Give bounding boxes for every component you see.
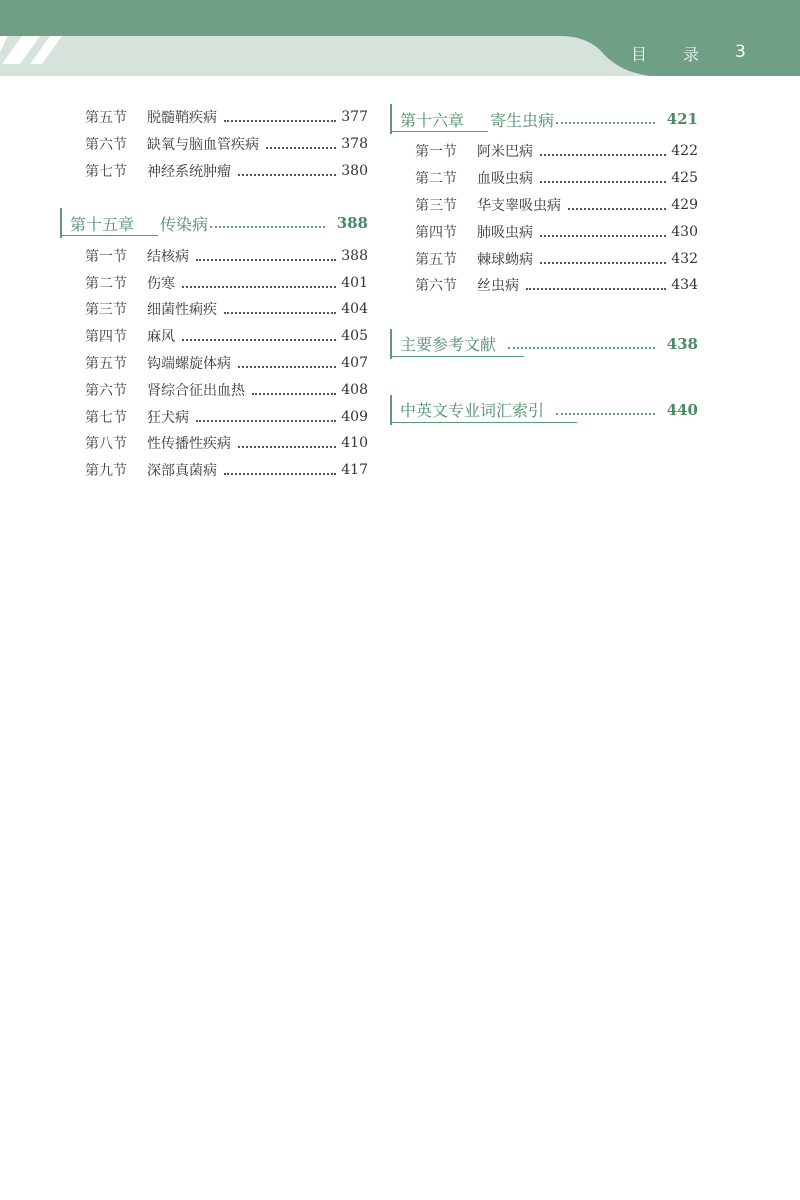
header-page-number: 3 — [735, 42, 746, 62]
leader-dots — [238, 446, 336, 448]
toc-entry[interactable] — [60, 296, 368, 323]
chapter-15-heading[interactable] — [60, 208, 368, 238]
heading-underline — [392, 356, 524, 357]
section-page: 378 — [341, 136, 368, 153]
leader-dots — [266, 147, 336, 149]
section-title: 棘球蚴病 — [477, 251, 533, 268]
chapter-page: 388 — [336, 214, 368, 233]
section-title: 缺氧与脑血管疾病 — [147, 137, 259, 154]
toc-entry[interactable] — [60, 104, 368, 131]
leader-dots — [252, 393, 336, 395]
section-title: 结核病 — [147, 248, 189, 265]
leader-dots — [182, 286, 336, 288]
section-number: 第一节 — [85, 248, 127, 265]
leader-dots — [540, 181, 666, 183]
leader-dots — [224, 473, 336, 475]
section-number: 第五节 — [415, 251, 457, 268]
toc-entry[interactable] — [60, 403, 368, 430]
leader-dots — [556, 413, 655, 415]
leader-dots — [540, 262, 666, 264]
section-page: 388 — [341, 247, 368, 264]
toc-entry[interactable] — [60, 158, 368, 185]
chapter-page: 421 — [666, 110, 698, 128]
section-number: 第四节 — [85, 329, 127, 346]
header-band-graphic — [0, 0, 800, 80]
page-header — [0, 0, 800, 80]
leader-dots — [238, 174, 336, 176]
references-heading[interactable] — [390, 329, 698, 359]
section-title: 细菌性痢疾 — [147, 302, 217, 319]
leader-dots — [210, 226, 325, 228]
section-title: 性传播性疾病 — [147, 436, 231, 453]
section-page: 407 — [341, 354, 368, 371]
chapter-number: 第十五章 — [70, 214, 135, 234]
chapter-underline — [62, 235, 158, 236]
section-number: 第一节 — [415, 144, 457, 161]
section-number: 第七节 — [85, 409, 127, 426]
section-title: 肺吸虫病 — [477, 224, 533, 241]
section-number: 第三节 — [415, 197, 457, 214]
chapter-number: 第十六章 — [400, 110, 465, 130]
toc-right-column — [390, 104, 698, 425]
leader-dots — [196, 259, 336, 261]
section-page: 432 — [671, 250, 698, 267]
section-title: 血吸虫病 — [477, 171, 533, 188]
leader-dots — [508, 347, 655, 349]
toc-entry[interactable] — [390, 138, 698, 165]
section-title: 丝虫病 — [477, 278, 519, 295]
section-title: 肾综合征出血热 — [147, 382, 245, 399]
header-title-lu: 录 — [683, 45, 700, 64]
section-number: 第六节 — [85, 137, 127, 154]
toc-entry[interactable] — [390, 272, 698, 299]
section-page: 417 — [341, 462, 368, 479]
references-page: 438 — [666, 334, 698, 353]
toc-entry[interactable] — [60, 350, 368, 377]
section-number: 第四节 — [415, 224, 457, 241]
chapter-underline — [392, 131, 488, 132]
toc-entry[interactable] — [390, 165, 698, 192]
section-number: 第二节 — [415, 171, 457, 188]
section-page: 380 — [341, 162, 368, 179]
section-page: 377 — [341, 109, 368, 126]
heading-underline — [392, 422, 577, 423]
toc-entry[interactable] — [60, 131, 368, 158]
section-page: 408 — [341, 381, 368, 398]
section-number: 第七节 — [85, 163, 127, 180]
section-page: 434 — [671, 277, 698, 294]
section-number: 第三节 — [85, 302, 127, 319]
header-title-mu: 目 — [631, 45, 648, 64]
section-page: 429 — [671, 196, 698, 213]
references-title: 主要参考文献 — [400, 335, 497, 355]
toc-entry[interactable] — [60, 457, 368, 484]
section-page: 404 — [341, 301, 368, 318]
leader-dots — [196, 420, 336, 422]
section-number: 第八节 — [85, 436, 127, 453]
section-number: 第二节 — [85, 275, 127, 292]
toc-entry[interactable] — [60, 242, 368, 269]
section-page: 410 — [341, 435, 368, 452]
section-title: 伤寒 — [147, 275, 175, 292]
section-page: 422 — [671, 143, 698, 160]
leader-dots — [526, 288, 666, 290]
leader-dots — [540, 235, 666, 237]
leader-dots — [224, 120, 336, 122]
leader-dots — [556, 122, 655, 124]
section-page: 409 — [341, 408, 368, 425]
toc-entry[interactable] — [60, 323, 368, 350]
section-title: 狂犬病 — [147, 409, 189, 426]
index-heading[interactable] — [390, 395, 698, 425]
toc-entry[interactable] — [60, 430, 368, 457]
section-title: 神经系统肿瘤 — [147, 163, 231, 180]
section-title: 华支睾吸虫病 — [477, 197, 561, 214]
continued-sections — [60, 104, 368, 184]
section-page: 401 — [341, 274, 368, 291]
index-page: 440 — [666, 400, 698, 419]
section-title: 脱髓鞘疾病 — [147, 110, 217, 127]
toc-entry[interactable] — [390, 245, 698, 272]
chapter-16-sections — [390, 138, 698, 299]
section-number: 第五节 — [85, 110, 127, 127]
section-title: 钩端螺旋体病 — [147, 355, 231, 372]
toc-left-column — [60, 104, 368, 484]
section-number: 第九节 — [85, 463, 127, 480]
section-number: 第六节 — [85, 382, 127, 399]
section-title: 阿米巴病 — [477, 144, 533, 161]
chapter-15-sections — [60, 242, 368, 483]
toc-entry[interactable] — [390, 218, 698, 245]
section-page: 430 — [671, 223, 698, 240]
toc-entry[interactable] — [390, 192, 698, 219]
index-title: 中英文专业词汇索引 — [400, 401, 545, 421]
leader-dots — [238, 366, 336, 368]
chapter-title: 寄生虫病 — [490, 110, 555, 130]
leader-dots — [568, 208, 666, 210]
leader-dots — [182, 339, 336, 341]
chapter-title: 传染病 — [160, 214, 209, 234]
section-page: 405 — [341, 328, 368, 345]
section-title: 麻风 — [147, 329, 175, 346]
toc-entry[interactable] — [60, 376, 368, 403]
toc-entry[interactable] — [60, 269, 368, 296]
section-page: 425 — [671, 170, 698, 187]
section-title: 深部真菌病 — [147, 463, 217, 480]
section-number: 第五节 — [85, 355, 127, 372]
leader-dots — [224, 312, 336, 314]
section-number: 第六节 — [415, 278, 457, 295]
leader-dots — [540, 154, 666, 156]
chapter-16-heading[interactable] — [390, 104, 698, 134]
